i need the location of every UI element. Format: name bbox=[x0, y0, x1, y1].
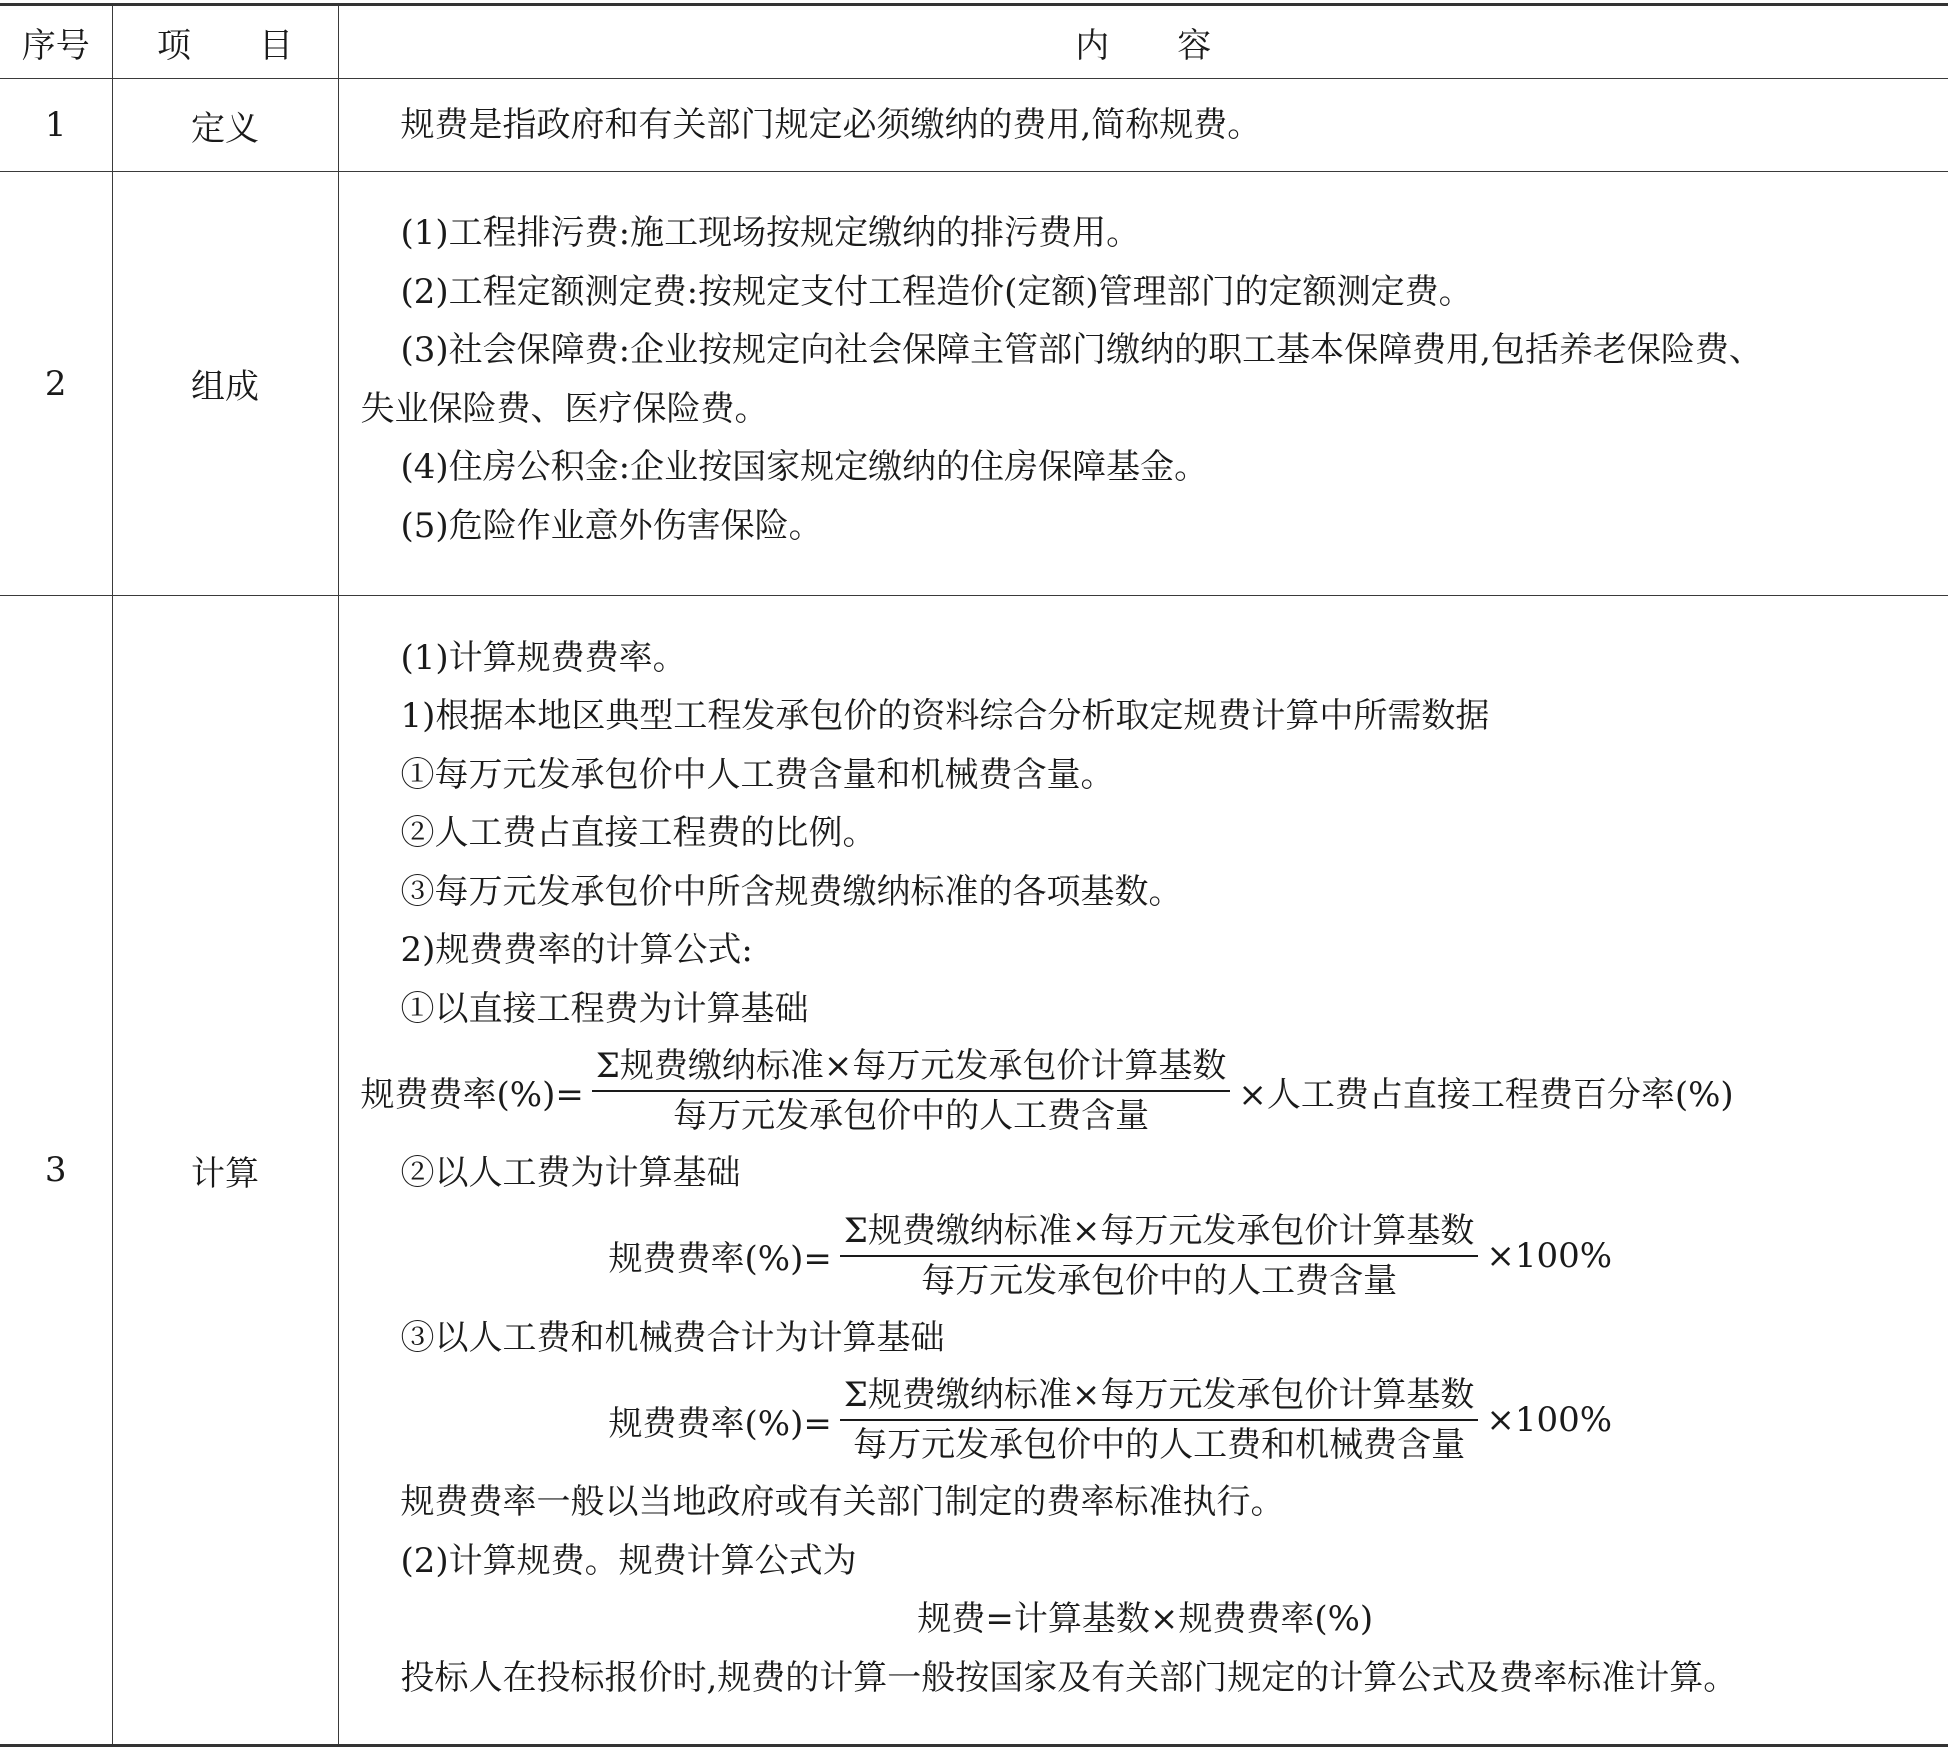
formula-fraction bbox=[592, 1044, 1231, 1138]
content-line: 投标人在投标报价时,规费的计算一般按国家及有关部门规定的计算公式及费率标准计算。 bbox=[400, 1657, 1738, 1698]
formula-numerator: Σ规费缴纳标准×每万元发承包价计算基数 bbox=[592, 1044, 1231, 1092]
formula-rhs: ×100% bbox=[1486, 1400, 1613, 1441]
table-row-calculation bbox=[0, 596, 1948, 1746]
formula-labor-basis bbox=[361, 1209, 1931, 1303]
content-line: ③每万元发承包价中所含规费缴纳标准的各项基数。 bbox=[400, 871, 1183, 912]
content-line: (1)计算规费费率。 bbox=[400, 637, 687, 678]
formula-rhs: ×人工费占直接工程费百分率(%) bbox=[1238, 1074, 1734, 1115]
formula-numerator: Σ规费缴纳标准×每万元发承包价计算基数 bbox=[840, 1209, 1479, 1257]
header-seq: 序号 bbox=[0, 5, 112, 79]
content-line: (5)危险作业意外伤害保险。 bbox=[400, 505, 823, 546]
table-row-composition bbox=[0, 172, 1948, 596]
formula-denominator: 每万元发承包价中的人工费和机械费含量 bbox=[853, 1425, 1466, 1466]
content-line: ③以人工费和机械费合计为计算基础 bbox=[400, 1317, 945, 1358]
formula-direct-cost-basis bbox=[361, 1044, 1931, 1138]
content-line: 2)规费费率的计算公式: bbox=[400, 930, 753, 971]
row-seq: 1 bbox=[0, 79, 112, 172]
content-line: (2)工程定额测定费:按规定支付工程造价(定额)管理部门的定额测定费。 bbox=[400, 271, 1473, 312]
row-content bbox=[338, 596, 1948, 1746]
formula-fraction bbox=[840, 1373, 1479, 1467]
formula-fraction bbox=[840, 1209, 1479, 1303]
content-line: (3)社会保障费:企业按规定向社会保障主管部门缴纳的职工基本保障费用,包括养老保险费、 bbox=[400, 330, 1763, 370]
content-line: ②以人工费为计算基础 bbox=[400, 1153, 741, 1194]
header-row bbox=[0, 5, 1948, 79]
formula-denominator: 每万元发承包价中的人工费含量 bbox=[921, 1260, 1398, 1301]
table-row-definition bbox=[0, 79, 1948, 172]
row-item: 定义 bbox=[112, 79, 338, 172]
content-line: ①以直接工程费为计算基础 bbox=[400, 988, 809, 1029]
formula-rhs: ×100% bbox=[1486, 1235, 1613, 1276]
formula-labor-machinery-basis bbox=[361, 1373, 1931, 1467]
content-line: (2)计算规费。规费计算公式为 bbox=[400, 1540, 857, 1581]
row-item: 计算 bbox=[112, 596, 338, 1746]
formula-denominator: 每万元发承包价中的人工费含量 bbox=[673, 1096, 1150, 1137]
formula-fee: 规费=计算基数×规费费率(%) bbox=[917, 1599, 1374, 1640]
content-line: (1)工程排污费:施工现场按规定缴纳的排污费用。 bbox=[400, 213, 1141, 253]
content-line: ②人工费占直接工程费的比例。 bbox=[400, 813, 877, 854]
content-line: 规费费率一般以当地政府或有关部门制定的费率标准执行。 bbox=[400, 1482, 1285, 1523]
formula-lhs: 规费费率(%)= bbox=[608, 1403, 832, 1444]
formula-numerator: Σ规费缴纳标准×每万元发承包价计算基数 bbox=[840, 1373, 1479, 1421]
formula-lhs: 规费费率(%)= bbox=[608, 1239, 832, 1280]
row-seq: 3 bbox=[0, 596, 112, 1746]
row-item: 组成 bbox=[112, 172, 338, 596]
content-line: 失业保险费、医疗保险费。 bbox=[360, 388, 769, 429]
row-seq: 2 bbox=[0, 172, 112, 596]
row-content bbox=[338, 172, 1948, 596]
content-line: ①每万元发承包价中人工费含量和机械费含量。 bbox=[400, 754, 1115, 795]
content-line: 1)根据本地区典型工程发承包价的资料综合分析取定规费计算中所需数据 bbox=[400, 696, 1490, 737]
content-line: 规费是指政府和有关部门规定必须缴纳的费用,简称规费。 bbox=[400, 104, 1262, 145]
content-line: (4)住房公积金:企业按国家规定缴纳的住房保障基金。 bbox=[400, 447, 1209, 487]
header-item: 项 目 bbox=[112, 5, 338, 79]
fee-table bbox=[0, 3, 1948, 1747]
header-content: 内 容 bbox=[338, 5, 1948, 79]
row-content bbox=[338, 79, 1948, 172]
formula-lhs: 规费费率(%)= bbox=[360, 1074, 584, 1115]
